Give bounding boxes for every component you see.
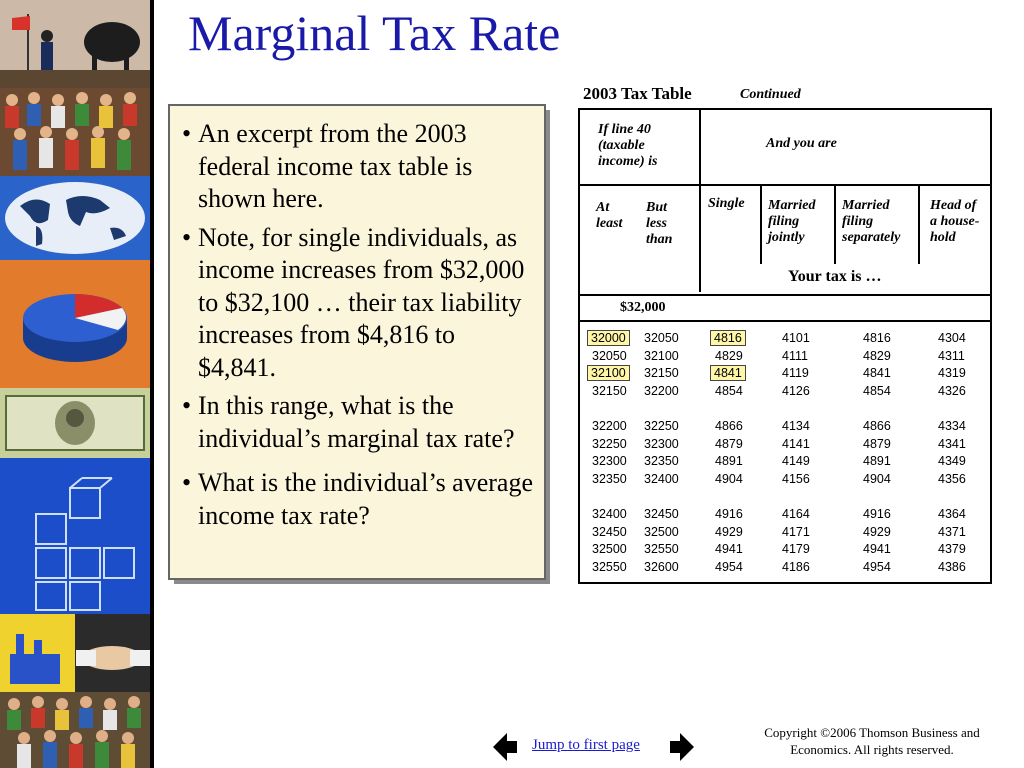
table-row	[580, 524, 990, 542]
arrow-left-icon[interactable]	[493, 733, 517, 761]
table-cell: 32150	[592, 383, 627, 398]
table-divider	[834, 186, 836, 264]
table-divider	[580, 294, 990, 296]
world-map-image	[0, 176, 150, 260]
crowd-image	[0, 88, 150, 176]
jump-to-first-page-link[interactable]: Jump to first page	[532, 737, 640, 753]
bullet-item	[182, 390, 536, 455]
table-cell: 4156	[782, 471, 810, 486]
table-cell: 4879	[715, 436, 743, 451]
table-cell: 4916	[863, 507, 891, 521]
bullet-text: An excerpt from the 2003 federal income tax table is shown here.	[198, 119, 473, 213]
table-cell: 32300	[592, 454, 627, 468]
table-cell: 4364	[938, 507, 966, 521]
bullet-text: In this range, what is the individual’s marginal tax rate?	[198, 391, 515, 453]
table-row	[580, 365, 990, 383]
table-cell: 4319	[938, 366, 966, 380]
header-if-line: If line 40 (taxable income) is	[598, 122, 658, 169]
copyright-notice: Copyright ©2006 Thomson Business and Economics. All rights reserved.	[764, 725, 980, 757]
flag-bull-image	[0, 0, 150, 88]
header-at-least: At least	[596, 200, 623, 231]
bullet-item	[182, 222, 536, 385]
table-cell: 4119	[782, 366, 809, 380]
table-cell: 4854	[863, 383, 891, 398]
table-cell: 4126	[782, 383, 810, 398]
table-cell: 32550	[644, 542, 679, 556]
table-cell: 4334	[938, 419, 966, 433]
factory-handshake-image	[0, 614, 150, 692]
table-cell: 32550	[592, 559, 627, 574]
table-cell: 32250	[644, 419, 679, 433]
table-cell: 4134	[782, 419, 810, 433]
table-row	[580, 453, 990, 471]
table-cell: 4304	[938, 331, 966, 345]
table-cell: 32350	[592, 471, 627, 486]
arrow-right-icon[interactable]	[670, 733, 694, 761]
table-cell: 32000	[588, 331, 629, 345]
page-title: Marginal Tax Rate	[188, 5, 561, 61]
bullet-item	[182, 118, 536, 216]
table-cell: 4386	[938, 559, 966, 574]
bullet-box	[168, 104, 546, 580]
bullet-dot: •	[182, 119, 192, 148]
table-cell: 4111	[782, 348, 808, 363]
table-cell: 4356	[938, 471, 966, 486]
table-row	[580, 506, 990, 524]
table-divider	[699, 186, 701, 292]
header-your-tax-is: Your tax is …	[788, 268, 882, 285]
table-cell: 4829	[715, 348, 743, 363]
table-divider	[918, 186, 920, 264]
table-row	[580, 348, 990, 366]
table-cell: 4141	[782, 436, 810, 451]
table-cell: 4941	[863, 542, 891, 556]
header-head-of-household: Head of a house-hold	[930, 198, 980, 245]
table-cell: 4954	[715, 559, 743, 574]
table-cell: 4816	[863, 331, 891, 345]
table-divider	[760, 186, 762, 264]
table-cell: 4829	[863, 348, 891, 363]
building-blocks-image	[0, 458, 150, 614]
header-married-jointly: Married filing jointly	[768, 198, 816, 245]
bullet-dot: •	[182, 468, 192, 497]
table-cell: 4916	[715, 507, 743, 521]
table-row	[580, 330, 990, 348]
table-cell: 4929	[863, 524, 891, 539]
table-row	[580, 559, 990, 577]
header-and-you-are: And you are	[766, 136, 837, 151]
table-cell: 32500	[644, 524, 679, 539]
table-cell: 32350	[644, 454, 679, 468]
dollar-bill-image	[0, 388, 150, 458]
table-cell: 32200	[592, 419, 627, 433]
table-row	[580, 541, 990, 559]
tax-table-title: 2003 Tax Table	[583, 84, 692, 103]
table-cell: 4179	[782, 542, 810, 556]
table-divider	[580, 184, 990, 186]
pie-chart-image	[0, 260, 150, 388]
table-cell: 4326	[938, 383, 966, 398]
table-row	[580, 418, 990, 436]
header-married-separately: Married filing separately	[842, 198, 901, 245]
table-cell: 4101	[782, 331, 810, 345]
crowd-image	[0, 692, 150, 768]
table-cell: 4816	[711, 331, 745, 345]
table-cell: 4941	[715, 542, 743, 556]
bullet-text: What is the individual’s average income tax rate?	[198, 468, 534, 530]
table-cell: 4149	[782, 454, 810, 468]
table-cell: 4929	[715, 524, 743, 539]
bullet-text: Note, for single individuals, as income increases from $32,000 to $32,100 … their tax liability increases from $4,816 to $4,841.	[198, 222, 525, 382]
table-cell: 4866	[715, 419, 743, 433]
strip-divider	[150, 0, 154, 768]
table-cell: 32450	[592, 524, 627, 539]
table-cell: 4904	[863, 471, 891, 486]
table-cell: 32400	[644, 471, 679, 486]
table-row	[580, 471, 990, 489]
table-cell: 32050	[592, 348, 627, 363]
table-cell: 4841	[863, 366, 891, 380]
table-cell: 32500	[592, 542, 627, 556]
bullet-item	[182, 467, 536, 532]
table-row	[580, 436, 990, 454]
table-cell: 32300	[644, 436, 679, 451]
bullet-dot: •	[182, 391, 192, 420]
table-cell: 32200	[644, 383, 679, 398]
section-label: $32,000	[620, 300, 666, 315]
table-cell: 4954	[863, 559, 891, 574]
table-cell: 4879	[863, 436, 891, 451]
table-row	[580, 383, 990, 401]
table-divider	[580, 320, 990, 322]
table-cell: 32400	[592, 507, 627, 521]
table-cell: 4854	[715, 383, 743, 398]
table-cell: 32100	[644, 348, 679, 363]
table-cell: 32100	[588, 366, 629, 380]
table-cell: 4311	[938, 348, 965, 363]
bullet-dot: •	[182, 222, 192, 252]
table-cell: 4891	[715, 454, 743, 468]
table-cell: 32600	[644, 559, 679, 574]
table-cell: 32450	[644, 507, 679, 521]
table-cell: 4379	[938, 542, 966, 556]
table-cell: 4186	[782, 559, 810, 574]
table-cell: 4164	[782, 507, 810, 521]
table-cell: 32050	[644, 331, 679, 345]
table-cell: 4341	[938, 436, 966, 451]
table-cell: 32150	[644, 366, 679, 380]
table-cell: 4371	[938, 524, 966, 539]
table-cell: 4841	[711, 366, 745, 380]
tax-table	[578, 108, 992, 584]
header-but-less-than: But less than	[646, 200, 673, 247]
decorative-image-strip	[0, 0, 150, 768]
table-cell: 4891	[863, 454, 891, 468]
table-divider	[699, 110, 701, 185]
table-cell: 32250	[592, 436, 627, 451]
table-cell: 4349	[938, 454, 966, 468]
table-cell: 4904	[715, 471, 743, 486]
table-cell: 4171	[782, 524, 810, 539]
table-cell: 4866	[863, 419, 891, 433]
header-single: Single	[708, 196, 745, 211]
tax-table-continued: Continued	[740, 87, 801, 102]
